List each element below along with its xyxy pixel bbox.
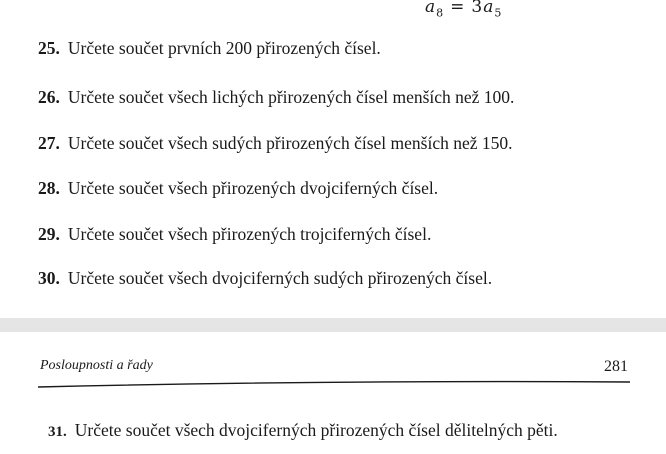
- formula-rhs-var: a: [483, 0, 495, 17]
- page-gap: [0, 318, 666, 332]
- problem-28: [38, 178, 438, 199]
- page-number: 281: [604, 358, 628, 375]
- problem-27: [38, 133, 513, 154]
- problem-number: 28.: [38, 178, 60, 198]
- problem-number: 26.: [38, 87, 60, 107]
- problem-text: Určete součet všech lichých přirozených čísel menších než 100.: [67, 87, 515, 107]
- problem-number: 27.: [38, 133, 60, 153]
- problem-text: Určete součet všech přirozených trojciferných čísel.: [67, 224, 432, 244]
- running-head: Posloupnosti a řady: [40, 358, 153, 373]
- problem-number: 31.: [48, 424, 67, 440]
- problem-text: Určete součet všech dvojciferných sudých přirozených čísel.: [67, 268, 493, 288]
- problem-30: [38, 268, 492, 289]
- formula-equals: =: [450, 0, 466, 17]
- problem-number: 29.: [38, 224, 60, 244]
- problem-29: [38, 224, 431, 245]
- problem-31: [48, 420, 558, 441]
- formula-rhs-sub: 5: [494, 6, 503, 20]
- problem-text: Určete součet všech dvojciferných přirozených čísel dělitelných pěti.: [74, 420, 558, 440]
- problem-number: 30.: [38, 268, 60, 288]
- problem-25: [38, 38, 381, 59]
- formula-rhs-coef: 3: [471, 0, 484, 17]
- problem-text: Určete součet všech přirozených dvojciferných čísel.: [67, 178, 439, 198]
- header-rule: [38, 380, 630, 390]
- problem-number: 25.: [38, 38, 60, 58]
- problem-26: [38, 87, 514, 108]
- formula: [425, 0, 502, 19]
- problem-text: Určete součet všech sudých přirozených čísel menších než 150.: [67, 133, 513, 153]
- formula-lhs-sub: 8: [436, 6, 445, 20]
- formula-lhs-var: a: [425, 0, 437, 17]
- problem-text: Určete součet prvních 200 přirozených čísel.: [67, 38, 381, 58]
